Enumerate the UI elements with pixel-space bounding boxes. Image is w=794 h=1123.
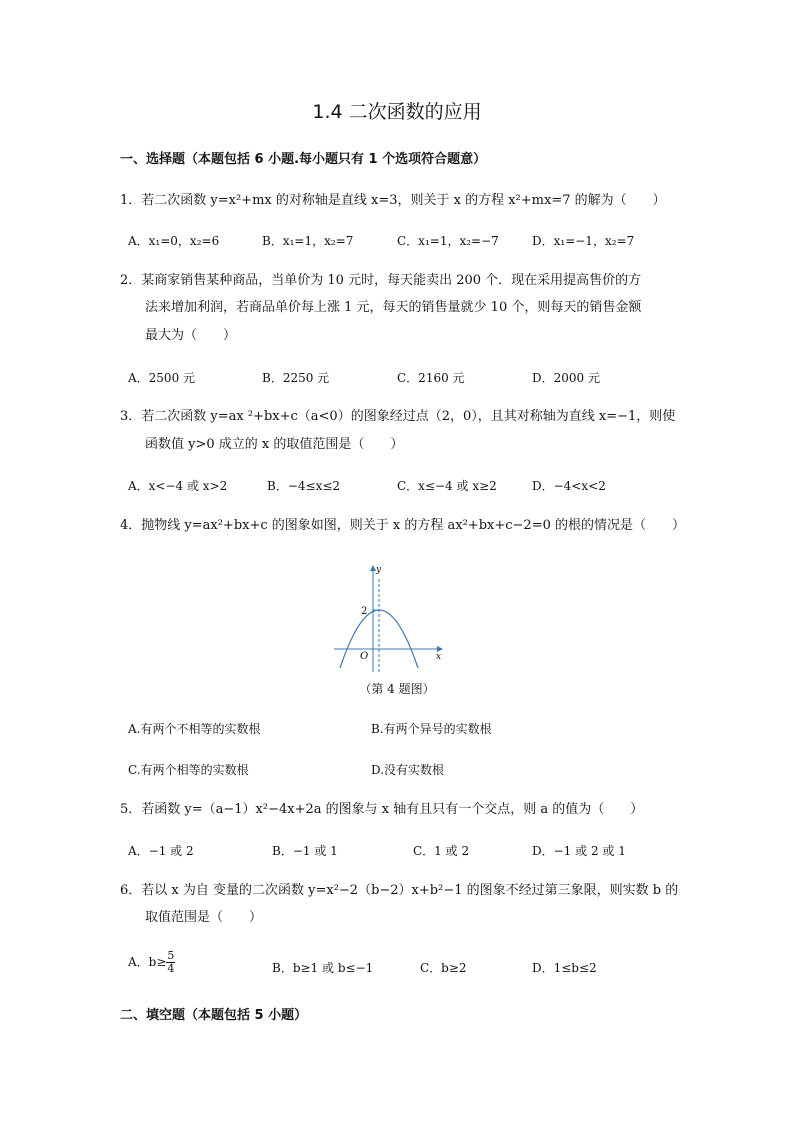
question-1: 1．若二次函数 y=x²+mx 的对称轴是直线 x=3，则关于 x 的方程 x²+mx=7 的解为（ ） — [120, 193, 666, 208]
question-6-line-1: 6．若以 x 为自 变量的二次函数 y=x²−2（b−2）x+b²−1 的图象不经过第三象限，则实数 b 的 — [120, 883, 679, 898]
q3-option-a[interactable]: A．x<−4 或 x>2 — [128, 479, 228, 493]
q5-option-a[interactable]: A．−1 或 2 — [128, 844, 194, 858]
parabola-figure — [330, 560, 450, 676]
question-5: 5．若函数 y=（a−1）x²−4x+2a 的图象与 x 轴有且只有一个交点，则 a 的值为（ ） — [120, 802, 644, 817]
figure-caption: （第 4 题图） — [359, 682, 435, 696]
q3-option-c[interactable]: C．x≤−4 或 x≥2 — [397, 479, 497, 493]
vertex-y-label: 2 — [361, 606, 368, 617]
section-heading-choice: 一、选择题（本题包括 6 小题.每小题只有 1 个选项符合题意） — [120, 152, 487, 167]
question-2-line-3: 最大为（ ） — [145, 328, 237, 343]
q3-option-b[interactable]: B．−4≤x≤2 — [267, 479, 341, 493]
q2-option-b[interactable]: B．2250 元 — [262, 371, 330, 385]
q2-option-c[interactable]: C．2160 元 — [397, 371, 465, 385]
q6-option-c[interactable]: C．b≥2 — [420, 961, 467, 975]
question-2-line-2: 法来增加利润，若商品单价每上涨 1 元，每天的销售量就少 10 个，则每天的销售金额 — [145, 300, 642, 315]
origin-label: O — [360, 651, 369, 662]
q6-option-d[interactable]: D．1≤b≤2 — [532, 961, 597, 975]
q5-option-b[interactable]: B．−1 或 1 — [272, 844, 338, 858]
q1-option-b[interactable]: B．x₁=1，x₂=7 — [262, 234, 354, 248]
q1-option-a[interactable]: A．x₁=0，x₂=6 — [128, 234, 220, 248]
question-3-line-2: 函数值 y>0 成立的 x 的取值范围是（ ） — [145, 437, 404, 452]
q6-option-a-fraction — [166, 950, 175, 975]
fraction-numerator: 5 — [167, 949, 175, 962]
question-6-line-2: 取值范围是（ ） — [145, 910, 263, 925]
y-axis-label: y — [376, 565, 382, 575]
q5-option-d[interactable]: D．−1 或 2 或 1 — [532, 844, 626, 858]
q4-option-d[interactable]: D.没有实数根 — [371, 763, 445, 777]
fraction-denominator: 4 — [167, 962, 175, 975]
q2-option-a[interactable]: A．2500 元 — [128, 371, 196, 385]
page-title: 1.4 二次函数的应用 — [312, 101, 482, 123]
q5-option-c[interactable]: C．1 或 2 — [413, 844, 470, 858]
question-2-line-1: 2．某商家销售某种商品，当单价为 10 元时，每天能卖出 200 个．现在采用提高售价的方 — [120, 273, 642, 288]
section-heading-fill-in: 二、填空题（本题包括 5 小题） — [120, 1008, 308, 1023]
q2-option-d[interactable]: D．2000 元 — [532, 371, 600, 385]
q4-option-a[interactable]: A.有两个不相等的实数根 — [128, 722, 261, 736]
q1-option-d[interactable]: D．x₁=−1，x₂=7 — [532, 234, 635, 248]
q6-option-a[interactable] — [128, 950, 175, 975]
question-4: 4．抛物线 y=ax²+bx+c 的图象如图，则关于 x 的方程 ax²+bx+c−2=0 的根的情况是（ ） — [120, 518, 685, 533]
q4-option-c[interactable]: C.有两个相等的实数根 — [128, 763, 249, 777]
question-3-line-1: 3．若二次函数 y=ax ²+bx+c（a<0）的图象经过点（2，0），且其对称轴为直线 x=−1，则使 — [120, 409, 676, 424]
q1-option-c[interactable]: C．x₁=1，x₂=−7 — [397, 234, 499, 248]
q4-option-b[interactable]: B.有两个异号的实数根 — [371, 722, 492, 736]
q6-option-b[interactable]: B．b≥1 或 b≤−1 — [272, 961, 374, 975]
q3-option-d[interactable]: D．−4<x<2 — [532, 479, 606, 493]
x-axis-label: x — [436, 652, 442, 662]
q6-option-a-prefix: A．b≥ — [128, 955, 167, 969]
